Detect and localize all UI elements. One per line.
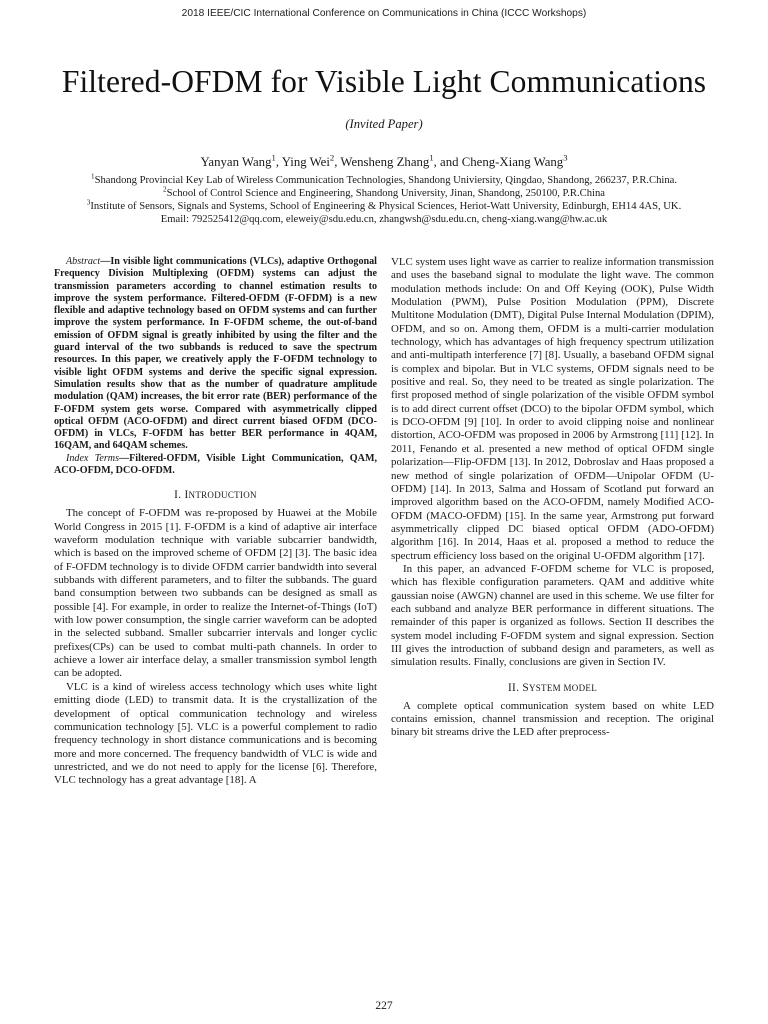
- paragraph: VLC system uses light wave as carrier to realize information transmission and uses the baseband signal to modulate the light wave. The common modulation methods include: On and Off Keying (OOK), Pulse Width Modulation (PWM), Pulse Position Modulation (PPM), Discrete Multitone Modulation (DMT), Digital Pulse Internal Modulation (DPIM), OFDM, and so on. Among them, OFDM is a multi-carrier modulation technology, which has advantages of high frequency spectrum utilization and anti-multipath interference [7] [8]. Usually, a baseband OFDM signal is complex and bipolar. But in VLC systems, OFDM signals need to be positive and real. So, they need to be treated as single polarization. The first proposed method of single polarization of the visible OFDM symbol is to add direct current offset (DCO) to the bipolar OFDM symbol, which is DCO-OFDM [9] [10]. In order to avoid clipping noise and nonlinear distortion, ACO-OFDM was proposed in 2006 by Armstrong [11] [12]. In 2011, Fenando et al. presented a new method of optical OFDM single polarization—Flip-OFDM [13]. In 2012, Dobroslav and Haas proposed a new method of single polarization of OFDM—Unipolar OFDM (U-OFDM) [14]. In 2013, Salma and Hossam of Scotland put forward an improved algorithm based on the ACO-OFDM, namely Modified ACO-OFDM (MACO-OFDM) [15]. In the same year, Armstrong put forward asymmetrically clipped DC biased optical OFDM (ADO-OFDM) algorithm [16]. In 2014, Haas et al. proposed a method to reduce the spectrum efficiency loss based on the original U-OFDM algorithm [17].: [391, 256, 714, 562]
- abstract-lead: Abstract: [66, 256, 101, 267]
- section-initial: I: [184, 489, 189, 502]
- section-heading-introduction: [54, 489, 377, 501]
- section-rest: NTRODUCTION: [188, 490, 257, 501]
- abstract-text: —In visible light communications (VLCs), adaptive Orthogonal Frequency Division Multiplexing (OFDM) systems can adjust the transmission parameters according to channel estimation results to improve the system performance. Filtered-OFDM (F-OFDM) is a new flexible and adaptive technology based on OFDM systems and can further improve the system performance. In F-OFDM scheme, the out-of-band emission of OFDM signal is greatly inhibited by using the filter and the guard interval of the two subbands is reduced to save the spectrum resources. In this paper, we creatively apply the F-OFDM technology to visible light OFDM systems and derive the specific signal expression. Simulation results show that as the number of quadrature amplitude modulation (QAM) increases, the bit error rate (BER) performance of the F-OFDM system gets worse. Compared with asymmetrically clipped optical OFDM (ACO-OFDM) and direct current biased OFDM (DCO-OFDM) in VLCs, F-OFDM has better BER performance in 4QAM, 16QAM, and 64QAM schemes.: [54, 256, 377, 452]
- paragraph: In this paper, an advanced F-OFDM scheme for VLC is proposed, which has flexible configuration parameters. QAM and additive white gaussian noise (AWGN) channel are used in this scheme. We use filter for each subband and analyze BER performance in different situations. The remainder of this paper is organized as follows. Section II describes the system model including F-OFDM system and signal expression. Section III gives the introduction of subband design and parameters, as well as simulation results. Finally, conclusions are given in Section IV.: [391, 562, 714, 669]
- affiliation: [0, 198, 768, 212]
- section-rest: YSTEM MODEL: [528, 682, 598, 693]
- author-name: Cheng-Xiang Wang: [461, 155, 564, 169]
- paper-title: Filtered-OFDM for Visible Light Communications: [61, 64, 707, 99]
- author-name: Wensheng Zhang: [340, 155, 430, 169]
- affiliation-sup: 1: [90, 172, 95, 181]
- section-number: I.: [174, 489, 185, 502]
- section-number: II.: [507, 681, 523, 694]
- conference-header: 2018 IEEE/CIC International Conference on Communications in China (ICCC Workshops): [181, 8, 587, 19]
- index-terms-text: —Filtered-OFDM, Visible Light Communication, QAM, ACO-OFDM, DCO-OFDM.: [54, 452, 377, 477]
- affiliation-sup: 3: [86, 198, 91, 207]
- affiliation-sup: 2: [163, 185, 167, 194]
- section-initial: S: [522, 681, 529, 694]
- section-heading-system-model: [391, 682, 714, 694]
- index-terms-lead: Index Terms: [66, 452, 120, 464]
- author-list: Yanyan Wang$^1$, Ying Wei$^2$, Wensheng Zhang$^1$, and Cheng-Xiang Wang$^3$: [200, 152, 568, 169]
- paragraph: The concept of F-OFDM was re-proposed by Huawei at the Mobile World Congress in 2015 [1]. F-OFDM is a kind of adaptive air interface waveform modulation technique with variable subcarrier bandwidth, which is based on the improved scheme of OFDM [2] [3]. The basic idea of F-OFDM technology is to divide OFDM carrier bandwidth into several subbands with different parameters, and to filter the subbands. The guard band consumption between two subbands can be designed as small as possible [4]. For example, in order to realize the Internet-of-Things (IoT) with low power consumption, the single carrier waveform can be adopted in the selected subband. Smaller subcarrier intervals and longer cyclic prefixes(CPs) can be used to combat multi-path channels. In order to achieve a lower air interface delay, a smaller transmission symbol length can be adopted.: [54, 507, 377, 680]
- author-sup: 1: [429, 152, 434, 163]
- affiliation-text: Shandong Provincial Key Lab of Wireless Communication Technologies, Shandong Univiersity, Qingdao, Shandong, 266237, P.R.China.: [94, 175, 677, 186]
- affiliation: [0, 185, 768, 199]
- paper-subtitle: (Invited Paper): [345, 117, 423, 131]
- index-terms: [54, 453, 377, 478]
- affiliation-text: Institute of Sensors, Signals and Systems, School of Engineering & Physical Sciences, Heriot-Watt University, Edinburgh, EH14 4AS, UK.: [90, 201, 682, 212]
- affiliation-text: School of Control Science and Engineering, Shandong University, Jinan, Shandong, 250100, P.R.China: [166, 188, 605, 199]
- author-sup: 2: [329, 152, 335, 163]
- author-name: Yanyan Wang: [200, 155, 272, 169]
- author-name: Ying Wei: [281, 155, 330, 169]
- left-column: [54, 256, 377, 788]
- right-column: [391, 256, 714, 740]
- email-line: Email: 792525412@qq.com, eleweiy@sdu.edu.cn, zhangwsh@sdu.edu.cn, cheng-xiang.wang@hw.ac.uk: [160, 214, 608, 225]
- page-number: 227: [375, 1000, 393, 1012]
- author-sup: 1: [271, 152, 276, 163]
- paragraph: VLC is a kind of wireless access technology which uses white light emitting diode (LED) to transmit data. It is the crystallization of the development of optical communication technology and wireless communication technology [5]. VLC is a powerful complement to radio frequency technology in short distance communications and is becoming more and more concerned. The frequency bandwidth of VLC is wide and unrestricted, and we do not need to apply for the license [6]. Therefore, VLC technology has a great advantage [18]. A: [54, 680, 377, 787]
- abstract: [54, 256, 377, 453]
- affiliation: [0, 172, 768, 186]
- paragraph: A complete optical communication system based on white LED contains emission, channel transmission and reception. The original binary bit streams drive the LED after preprocess-: [391, 699, 714, 739]
- author-sup: 3: [563, 152, 568, 163]
